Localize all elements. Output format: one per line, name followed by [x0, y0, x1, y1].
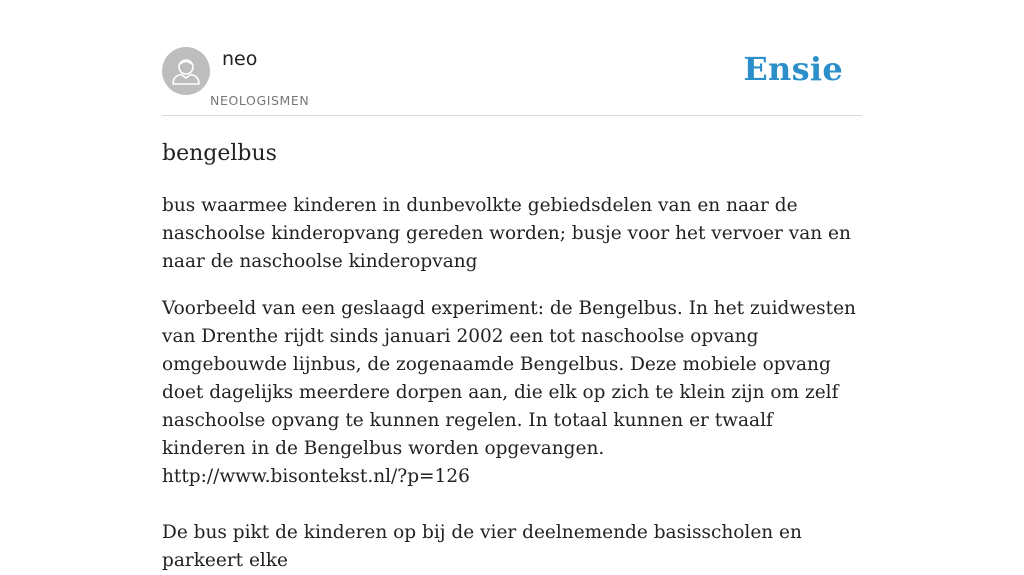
- username-link[interactable]: neo: [222, 48, 258, 70]
- avatar[interactable]: [162, 47, 210, 95]
- entry-header: [162, 47, 862, 115]
- example-text: Voorbeeld van een geslaagd experiment: de Bengelbus. In het zuidwesten van Drenthe rijdt sinds januari 2002 een tot naschoolse opvang omgebouwde lijnbus, de zogenaamde Bengelbus. Deze mobiele opvang doet dagelijks meerdere dorpen aan, die elk op zich te klein zijn om zelf naschoolse opvang te kunnen regelen. In totaal kunnen er twaalf kinderen in de Bengelbus worden opgevangen. http://www.bisontekst.nl/?p=126 De bus pikt de kinderen op bij de vier deelnemende basisscholen en parkeert elke: [162, 298, 856, 571]
- header-divider: [162, 115, 862, 116]
- entry-page: [162, 0, 862, 571]
- collection-label[interactable]: NEOLOGISMEN: [210, 93, 310, 108]
- definition-text: bus waarmee kinderen in dunbevolkte gebiedsdelen van en naar de naschoolse kinderopvang gereden worden; busje voor het vervoer van en naar de naschoolse kinderopvang: [162, 195, 851, 272]
- ensie-logo[interactable]: Ensie: [743, 50, 843, 88]
- user-icon: [162, 47, 210, 95]
- page-title: bengelbus: [162, 141, 277, 166]
